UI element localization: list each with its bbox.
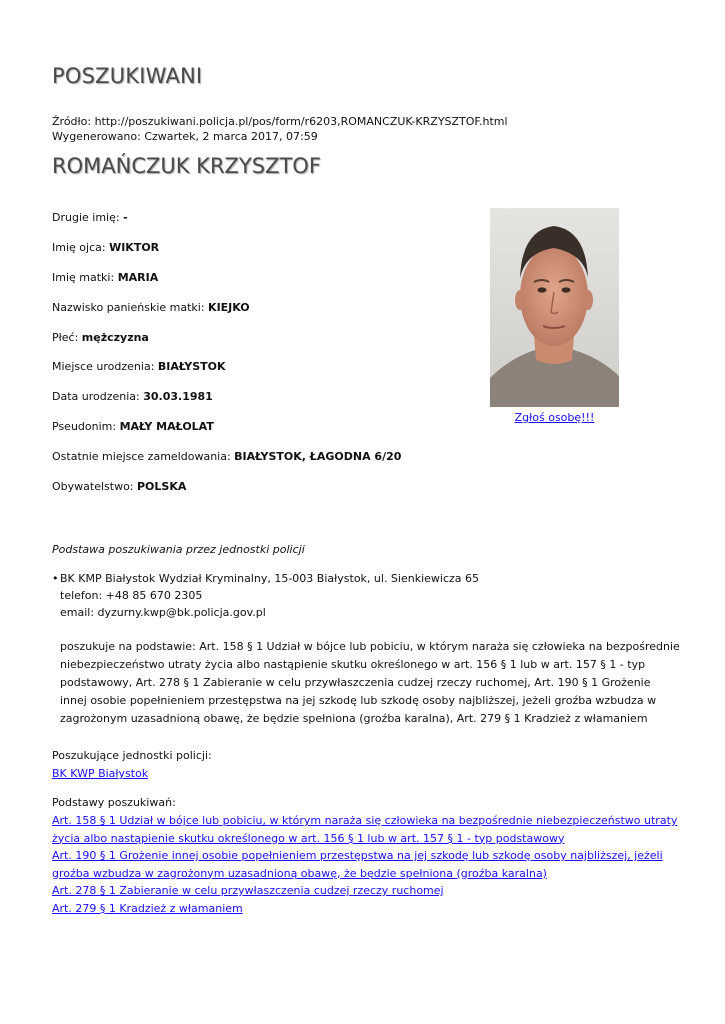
field-mother-name: Imię matki: MARIA xyxy=(52,271,159,284)
search-basis-paragraph: poszukuje na podstawie: Art. 158 § 1 Udział w bójce lub pobiciu, w którym naraża się człowieka na bezpośrednie niebezpieczeństwo utraty życia albo nastąpienie skutku określonego w art. 156 § 1 lub w art. 157 § 1 - typ podstawowy, Art. 278 § 1 Zabieranie w celu przywłaszczenia cudzej rzeczy ruchomej, Art. 190 § 1 Grożenie innej osobie popełnieniem przestępstwa na jej szkodę lub szkodę osoby najbliższej, jeżeli groźba wzbudza w zagrożonym uzasadnioną obawę, że będzie spełniona (groźba karalna), Art. 279 § 1 Kradzież z włamaniem xyxy=(60,640,680,725)
generated-line: Wygenerowano: Czwartek, 2 marca 2017, 07:59 xyxy=(52,130,318,143)
field-citizenship: Obywatelstwo: POLSKA xyxy=(52,480,187,493)
unit-address: BK KMP Białystok Wydział Kryminalny, 15-003 Białystok, ul. Sienkiewicza 65 xyxy=(60,572,480,585)
field-second-name: Drugie imię: - xyxy=(52,211,128,224)
unit-phone: telefon: +48 85 670 2305 xyxy=(60,589,203,602)
page-title: POSZUKIWANI xyxy=(52,64,203,88)
ground-link-art-190[interactable]: Art. 190 § 1 Grożenie innej osobie popełnieniem przestępstwa na jej szkodę lub szkodę osoby najbliższej, jeżeli groźba wzbudza w zagrożonym uzasadnioną obawę, że będzie spełniona (groźba karalna) xyxy=(52,849,663,880)
person-photo xyxy=(490,208,619,407)
report-person-link[interactable]: Zgłoś osobę!!! xyxy=(514,411,595,424)
unit-email: email: dyzurny.kwp@bk.policja.gov.pl xyxy=(60,606,266,619)
field-birthplace: Miejsce urodzenia: BIAŁYSTOK xyxy=(52,360,226,373)
document-meta xyxy=(52,114,508,144)
field-nickname: Pseudonim: MAŁY MAŁOLAT xyxy=(52,420,214,433)
source-line: Źródło: http://poszukiwani.policja.pl/pos/form/r6203,ROMANCZUK-KRZYSZTOF.html xyxy=(52,115,508,128)
field-father-name: Imię ojca: WIKTOR xyxy=(52,241,160,254)
ground-link-art-279[interactable]: Art. 279 § 1 Kradzież z włamaniem xyxy=(52,901,243,915)
person-name: ROMAŃCZUK KRZYSZTOF xyxy=(52,154,321,178)
grounds-links xyxy=(52,812,682,917)
grounds-label: Podstawy poszukiwań: xyxy=(52,796,176,809)
police-unit-block xyxy=(52,570,682,621)
searching-units-label: Poszukujące jednostki policji: xyxy=(52,749,212,762)
searching-unit-link[interactable]: BK KWP Białystok xyxy=(52,767,149,780)
bullet-icon: • xyxy=(52,572,59,585)
field-last-address: Ostatnie miejsce zameldowania: BIAŁYSTOK, ŁAGODNA 6/20 xyxy=(52,450,402,463)
ground-link-art-278[interactable]: Art. 278 § 1 Zabieranie w celu przywłaszczenia cudzej rzeczy ruchomej xyxy=(52,884,444,897)
basis-heading: Podstawa poszukiwania przez jednostki policji xyxy=(52,543,305,556)
field-mother-maiden-name: Nazwisko panieńskie matki: KIEJKO xyxy=(52,301,250,314)
field-birthdate: Data urodzenia: 30.03.1981 xyxy=(52,390,213,403)
field-sex: Płeć: mężczyzna xyxy=(52,331,149,344)
ground-link-art-158[interactable]: Art. 158 § 1 Udział w bójce lub pobiciu, w którym naraża się człowieka na bezpośrednie niebezpieczeństwo utraty życia albo nastąpienie skutku określonego w art. 156 § 1 lub w art. 157 § 1 - typ podstawowy xyxy=(52,814,678,845)
